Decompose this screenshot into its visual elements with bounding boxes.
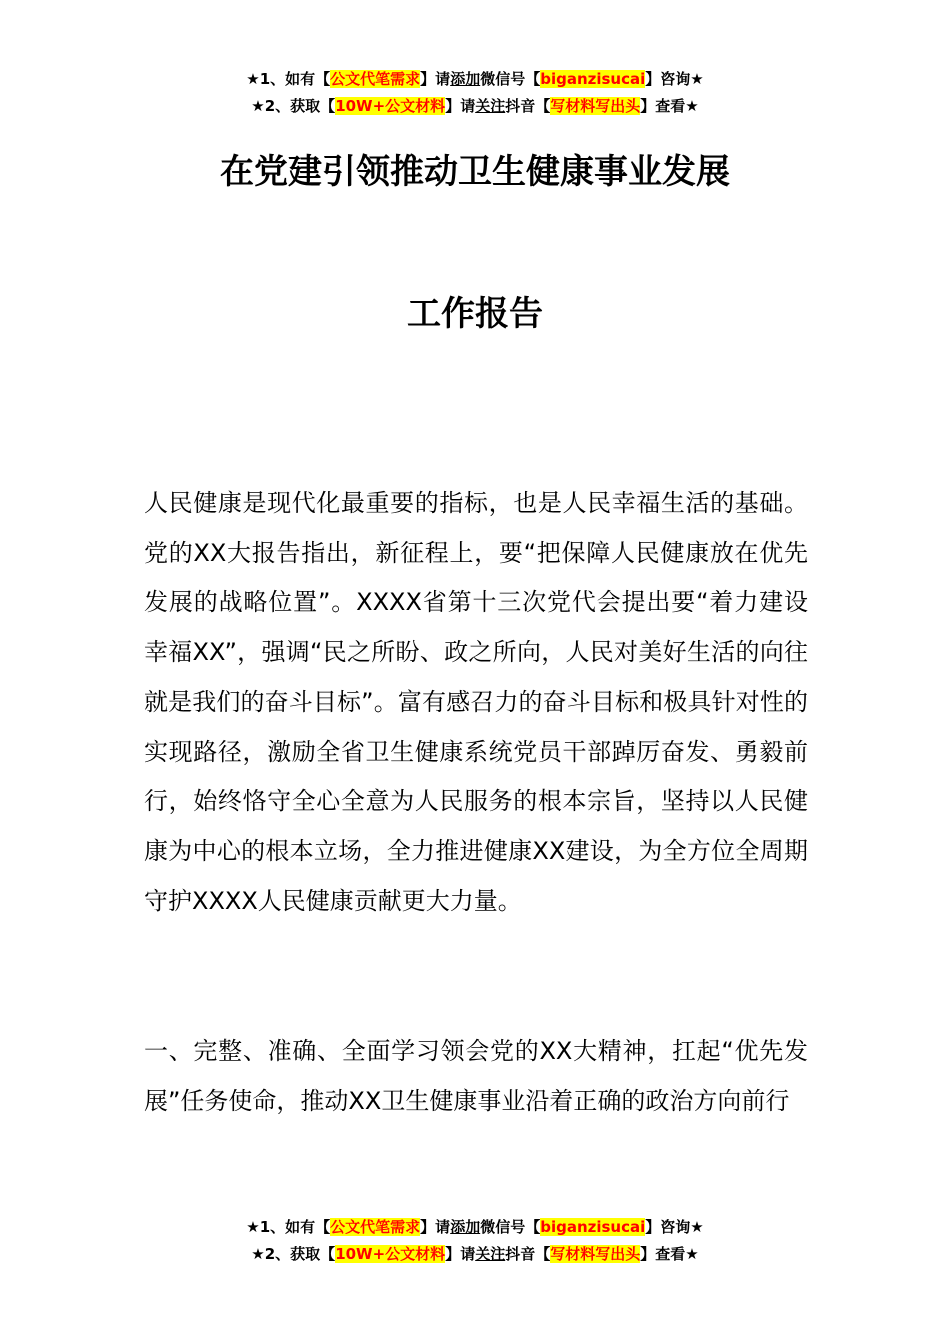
footer-ad-line-2-underline: 关注 <box>475 1245 506 1263</box>
footer-ad-line-2-mid: 】请 <box>445 1245 476 1263</box>
footer-ad-line-1-highlight-wechat: biganzisucai <box>540 1218 646 1236</box>
header-ad-line-1-highlight-wechat: biganzisucai <box>540 70 646 88</box>
header-ad-line-1-mid: 】请 <box>420 70 451 88</box>
section-heading-1: 一、完整、准确、全面学习领会党的XX大精神，扛起“优先发展”任务使命，推动XX卫生健康事业沿着正确的政治方向前行 <box>144 1037 808 1115</box>
footer-ad-line-2-prefix: ★2、获取【 <box>251 1245 336 1263</box>
header-ad-line-2-mid: 】请 <box>445 97 476 115</box>
document-title-line-1: 在党建引领推动卫生健康事业发展 <box>220 152 730 192</box>
header-ad-line-1-highlight-service: 公文代笔需求 <box>330 70 421 88</box>
document-title-line-2: 工作报告 <box>407 294 543 334</box>
footer-ad-line-2 <box>0 1241 950 1268</box>
footer-ad-line-1-mid: 】请 <box>420 1218 451 1236</box>
header-ad-line-2-suffix: 】查看★ <box>640 97 699 115</box>
header-ad-line-1-suffix: 】咨询★ <box>645 70 704 88</box>
header-ad-line-2-highlight-materials: 10W+公文材料 <box>335 97 446 115</box>
header-ad-line-1 <box>0 66 950 93</box>
header-ad-line-1-mid-2: 微信号【 <box>480 70 541 88</box>
footer-ad-line-1-highlight-service: 公文代笔需求 <box>330 1218 421 1236</box>
header-ad-line-2 <box>0 93 950 120</box>
footer-ad-line-1-underline: 添加 <box>450 1218 481 1236</box>
header-ad-line-2-underline: 关注 <box>475 97 506 115</box>
header-ad-line-1-underline: 添加 <box>450 70 481 88</box>
footer-ad-line-1 <box>0 1214 950 1241</box>
footer-ad-line-2-highlight-douyin: 写材料写出头 <box>550 1245 641 1263</box>
header-ad <box>0 66 950 120</box>
footer-ad-line-2-mid-2: 抖音【 <box>505 1245 551 1263</box>
body-paragraph-1: 人民健康是现代化最重要的指标，也是人民幸福生活的基础。党的XX大报告指出，新征程上，要“把保障人民健康放在优先发展的战略位置”。XXXX省第十三次党代会提出要“着力建设幸福XX”，强调“民之所盼、政之所向，人民对美好生活的向往就是我们的奋斗目标”。富有感召力的奋斗目标和极具针对性的实现路径，激励全省卫生健康系统党员干部踔厉奋发、勇毅前行，始终恪守全心全意为人民服务的根本宗旨，坚持以人民健康为中心的根本立场，全力推进健康XX建设，为全方位全周期守护XXXX人民健康贡献更大力量。 <box>144 489 808 915</box>
header-ad-line-1-prefix: ★1、如有【 <box>246 70 331 88</box>
header-ad-line-2-highlight-douyin: 写材料写出头 <box>550 97 641 115</box>
footer-ad-line-2-highlight-materials: 10W+公文材料 <box>335 1245 446 1263</box>
footer-ad-line-1-prefix: ★1、如有【 <box>246 1218 331 1236</box>
footer-ad-line-1-mid-2: 微信号【 <box>480 1218 541 1236</box>
header-ad-line-2-prefix: ★2、获取【 <box>251 97 336 115</box>
footer-ad <box>0 1214 950 1268</box>
footer-ad-line-2-suffix: 】查看★ <box>640 1245 699 1263</box>
header-ad-line-2-mid-2: 抖音【 <box>505 97 551 115</box>
footer-ad-line-1-suffix: 】咨询★ <box>645 1218 704 1236</box>
